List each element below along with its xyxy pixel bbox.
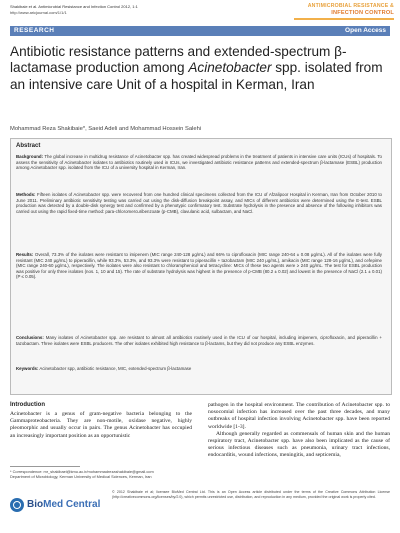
biomed-central-wordmark [27,499,100,510]
bmc-part2: Med Central [43,499,101,510]
footnote-divider [10,466,80,467]
footnote [10,469,192,479]
journal-logo-line2: INFECTION CONTROL [331,10,394,16]
methods-text: Fifteen isolates of Acinetobacter spp. were recovered from one hundred clinical specimens collected from the ICU of Afzalipoor Hospital in Kerman, Iran from October 2010 to June 2011. Preliminary antibiotic sensitivity testing was carried out using the disk-diffusion breakpoint assay, and MICs of different antibiotics were determined using the E-test. ESBL production was detected by a double-disk synergy test and confirmed by a phenotypic confirmatory test. Substrate hydrolysis in the presence and absence of the following inhibitors was carried out using the rapid fixed-time method: para-chloromercuribenzoate (p-CMB), clavulanic acid, sulbactam, and NaCl. [16,192,382,214]
journal-logo-bar [294,18,394,20]
article-url[interactable]: http://www.aricjournal.com/1/1/1 [10,9,67,15]
results-label: Results: [16,252,34,257]
author-list: Mohammad Reza Shakibaie*, Saeid Adeli and Mohammad Hossein Salehi [10,126,202,132]
journal-logo-line1: ANTIMICROBIAL RESISTANCE & [307,3,394,9]
open-access-label: Open Access [345,27,386,34]
section-bar [10,26,390,36]
background-text: The global increase in multidrug resistance of Acinetobacter spp. has created widespread problems in the treatment of patients in intensive care units (ICUs) of hospitals. To assess the sensitivity of Acinetobacter isolates to antibiotics routinely used in ICUs, we investigated antibiotic resistance patterns and extended-spectrum β-lactamase (ESBL) production among Acinetobacter spp. isolated from the ICU of a university hospital in Kerman, Iran. [16,154,382,171]
conclusions-label: Conclusions: [16,335,44,340]
results-text: Overall, 73.3% of the isolates were resistant to imipenem (MIC range 240-128 μg/mL) and 66% to ciprofloxacin (MIC range 240-64 ± 0.08 μg/mL). All of the isolates were fully resistant (MIC 240 μg/mL) to piperacillin, while 93.3%, 53.3%, and 93.3% were resistant to piperacillin + tazobactam (MIC 240 μg/mL), amikacin (MIC range 128-16 μg/mL), and cefepime (MIC range 240-60 μg/mL), respectively. The isolates were also resistant to chloramphenicol and tetracycline: MICs of these two agents were ≥ 240 μg/mL. The test for ESBL production was positive for only three isolates (nos. 1, 10 and 15). The rate of substrate hydrolysis was highest in the presence of p-CMB (80.2 ± 0.02) and lowest in the presence of NaCl (2.1 ± 0.01) (P ≤ 0.05). [16,252,382,280]
abstract-results [16,252,382,280]
correspondence-email[interactable]: * Correspondence: mr_shakibaei@kmu.ac.ir/mohammadrezashakibaie@gmail.com [10,469,154,474]
right-paragraph-2: Although generally regarded as commensals of human skin and the human respiratory tract, Acinetobacter spp. have also been implicated as the cause of serious infectious diseases such as pneumonia, urinary tract infections, endocarditis, wound infections, meningitis, and septicemia, [208,430,390,459]
abstract-box [10,138,392,395]
background-label: Background: [16,154,44,159]
citation-text: Shakibaie et al. Antimicrobial Resistance and Infection Control 2012, 1:1 [10,4,138,9]
title-italic: Acinetobacter [188,60,272,76]
abstract-background [16,154,382,171]
conclusions-text: Many isolates of Acinetobacter spp. are resistant to almost all antibiotics routinely used in the ICU of our hospital, including imipenem, ciprofloxacin, and piperacillin + tazobactam. Three isolates were ESBL producers. The other isolates exhibited high resistance to β-lactams, but they did not produce any ESBL enzymes. [16,335,382,346]
biomed-central-logo [10,496,101,514]
abstract-keywords [16,366,382,372]
body-right-column [208,402,390,460]
abstract-conclusions [16,335,382,346]
keywords-text: Acinetobacter spp, antibiotic resistance, MIC, extended-spectrum β-lactamase [38,366,192,371]
license-text: © 2012 Shakibaie et al; licensee BioMed Central Ltd. This is an Open Access article distributed under the terms of the Creative Commons Attribution License (http://creativecommons.org/licenses/by/2.0), which permits unrestricted use, distribution, and reproduction in any medium, provided the original work is properly cited. [112,490,390,499]
article-title [10,44,390,93]
introduction-heading: Introduction [10,402,45,408]
abstract-heading: Abstract [16,143,41,149]
author-affiliation: Department of Microbiology, Kerman University of Medical Sciences, Kerman, Iran [10,474,152,479]
biomed-central-circle-icon [10,498,24,512]
journal-logo [264,3,394,23]
methods-label: Methods: [16,192,36,197]
article-type-label: RESEARCH [14,27,55,34]
title-part1: Antibiotic resistance patterns and extended-spectrum β-lactamase production among [10,44,347,76]
abstract-methods [16,192,382,214]
right-paragraph-1: pathogen in the hospital environment. The contribution of Acinetobacter spp. to nosocomial infection has increased over the past three decades, and many outbreaks of hospital infection involving Acinetobacter spp. have been reported worldwide [1-3]. [208,402,390,430]
title-part2: spp. isolated from an intensive care Unit of a hospital in Kerman, Iran [10,60,383,92]
citation-header [10,4,260,15]
keywords-label: Keywords: [16,366,39,371]
body-left-column: Acinetobacter is a genus of gram-negative bacteria belonging to the Gammaproteobacteria. They are non-motile, oxidase negative, highly pleomorphic and usually occur in pairs. The genus Acinetobacter has occupied an increasingly important position as an opportunistic [10,411,192,439]
bmc-part1: Bio [27,499,44,510]
